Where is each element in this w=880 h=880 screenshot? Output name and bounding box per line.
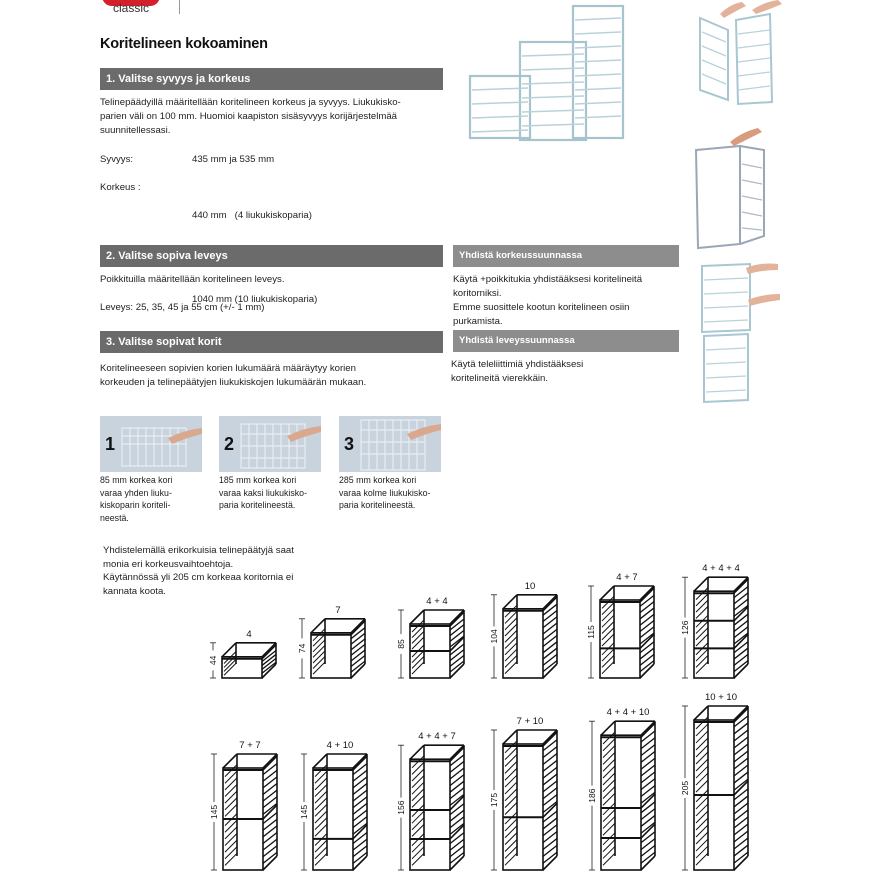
slide-rail [602, 649, 614, 661]
slide-rail [450, 846, 464, 857]
slide-rail [225, 778, 237, 790]
slide-rail [641, 772, 655, 783]
rack-height-label: 104 [489, 629, 499, 644]
slide-rail [225, 785, 237, 797]
slide-rail [543, 781, 557, 792]
slide-rail [543, 774, 557, 785]
slide-rail [450, 810, 464, 821]
slide-rail [263, 813, 277, 824]
section2-line1: Poikkituilla määritellään koritelineen leveys. [100, 274, 285, 285]
slide-rail [641, 809, 655, 820]
slide-rail [450, 625, 464, 636]
slide-rail [505, 768, 517, 780]
slide-rail [505, 802, 517, 814]
slide-rail [353, 810, 367, 821]
rack-combo-label: 7 + 7 [239, 740, 261, 751]
slide-rail [315, 804, 327, 816]
slide-rail [602, 662, 614, 674]
slide-rail [263, 777, 277, 788]
slide-rail [603, 766, 615, 778]
slide-rail [505, 775, 517, 787]
slide-rail [602, 603, 614, 615]
slide-rail [543, 629, 557, 640]
basket-number: 2 [224, 434, 235, 454]
slide-rail [603, 810, 615, 822]
slide-rail [696, 832, 708, 844]
slide-rail [351, 650, 365, 661]
slide-rail [734, 593, 748, 604]
slide-rail [505, 748, 517, 760]
slide-rail [641, 758, 655, 769]
slide-rail [505, 796, 517, 808]
slide-rail [696, 780, 708, 792]
slide-rail [696, 731, 708, 743]
slide-rail [412, 631, 424, 643]
slide-rail [696, 773, 708, 785]
slide-rail [602, 609, 614, 621]
rack-combo-label: 7 [335, 604, 341, 616]
slide-rail [543, 654, 557, 665]
rack-height-label: 175 [489, 792, 499, 808]
rack-height-label: 156 [396, 800, 406, 815]
slide-rail [543, 767, 557, 778]
slide-rail [603, 739, 615, 751]
slide-rail [543, 642, 557, 653]
slide-rail [641, 738, 655, 749]
slide-rail [696, 759, 708, 771]
slide-rail [353, 784, 367, 795]
rack-height-label: 145 [299, 804, 309, 820]
rack-combo-label: 10 [524, 580, 536, 592]
slide-rail [315, 824, 327, 836]
slide-rail [412, 840, 424, 852]
slide-rail [734, 654, 748, 665]
slide-rail [353, 803, 367, 814]
rack-tower [410, 745, 464, 870]
rack-tower [601, 721, 655, 870]
slide-rail [734, 648, 748, 659]
slide-rail [412, 762, 424, 774]
slide-rail [696, 797, 708, 809]
slide-rail [543, 788, 557, 799]
rack-combo-label: 4 + 7 [616, 572, 638, 583]
slide-rail [315, 778, 327, 790]
slide-rail [603, 780, 615, 792]
slide-rail [602, 621, 614, 633]
slide-rail [505, 649, 517, 661]
slide-rail [603, 840, 615, 852]
slide-rail [603, 759, 615, 771]
slide-rail [412, 818, 424, 830]
slide-rail [225, 791, 237, 803]
slide-rail [315, 811, 327, 823]
section3-heading: 3. Valitse sopivat korit [100, 331, 443, 353]
slide-rail [696, 628, 708, 640]
slide-rail [263, 790, 277, 801]
brand-subtitle: classic [113, 1, 150, 15]
slide-rail [263, 826, 277, 837]
basket-caption: 285 mm korkea kori varaa kolme liukukisko- paria koritelineestä. [339, 475, 431, 510]
slide-rail [505, 761, 517, 773]
slide-rail [696, 752, 708, 764]
slide-rail [696, 818, 708, 830]
slide-rail [640, 620, 654, 631]
rack-tower [313, 754, 367, 870]
rack-combo-label: 4 [246, 628, 252, 640]
slide-rail [505, 853, 517, 865]
slide-rail [696, 825, 708, 837]
slide-rail [412, 776, 424, 788]
slide-rail [263, 770, 277, 781]
slide-rail [696, 724, 708, 736]
slide-rail [450, 833, 464, 844]
slide-rail [315, 818, 327, 830]
slide-rail [315, 791, 327, 803]
slide-rail [641, 815, 655, 826]
slide-rail [640, 648, 654, 659]
slide-rail [225, 798, 237, 810]
slide-rail [641, 839, 655, 850]
slide-rail [351, 639, 365, 650]
slide-rail [543, 832, 557, 843]
slide-rail [603, 823, 615, 835]
slide-rail [505, 782, 517, 794]
slide-rail [603, 793, 615, 805]
slide-rail [505, 755, 517, 767]
slide-rail [412, 626, 424, 638]
slide-rail [505, 637, 517, 649]
basket-caption: 185 mm korkea kori varaa kaksi liukukisko- paria koritelineestä. [219, 475, 307, 510]
slide-rail [641, 779, 655, 790]
section1-heading: 1. Valitse syvyys ja korkeus [100, 68, 443, 90]
rack-combo-label: 4 + 4 [426, 596, 448, 607]
rack-tower [410, 610, 464, 678]
slide-rail [696, 662, 708, 674]
basket-number: 1 [105, 434, 116, 454]
page-title: Koritelineen kokoaminen [100, 36, 268, 52]
slide-rail [505, 826, 517, 838]
slide-rail [505, 630, 517, 642]
slide-rail [351, 633, 365, 644]
slide-rail [543, 747, 557, 758]
slide-rail [734, 620, 748, 631]
height-values: 440 mm (4 liukukiskoparia) 1040 mm (10 liukukiskoparia) [192, 210, 318, 305]
slide-rail [412, 782, 424, 794]
rack-tower [694, 577, 748, 678]
slide-rail [225, 827, 237, 839]
slide-rail [353, 833, 367, 844]
slide-rail [543, 617, 557, 628]
rack-height-label: 44 [208, 655, 218, 666]
slide-rail [263, 784, 277, 795]
slide-rail [696, 600, 708, 612]
slide-rail [505, 611, 517, 623]
slide-rail [225, 834, 237, 846]
rack-combo-label: 10 + 10 [705, 692, 737, 703]
slide-rail [225, 804, 237, 816]
rack-combo-label: 4 + 4 + 10 [606, 707, 650, 719]
slide-rail [543, 795, 557, 806]
slide-rail [450, 839, 464, 850]
slide-rail [412, 769, 424, 781]
rack-tower [503, 595, 557, 678]
slide-rail [696, 745, 708, 757]
slide-rail [696, 655, 708, 667]
rack-tower [223, 754, 277, 870]
slide-rail [602, 615, 614, 627]
slide-rail [505, 819, 517, 831]
slide-rail [543, 648, 557, 659]
slide-rail [696, 594, 708, 606]
depth-label: Syvyys: [100, 154, 134, 165]
slide-rail [412, 847, 424, 859]
slide-rail [315, 785, 327, 797]
slide-rail [353, 770, 367, 781]
rack-height-label: 145 [209, 804, 219, 820]
slide-rail [505, 846, 517, 858]
depth-value: 435 mm ja 535 mm [192, 154, 275, 165]
slide-rail [353, 797, 367, 808]
slide-rail [412, 811, 424, 823]
horizontal-heading: Yhdistä leveyssuunnassa [453, 330, 679, 352]
slide-rail [641, 845, 655, 856]
slide-rail [315, 853, 327, 865]
slide-rail [412, 795, 424, 807]
slide-rail [313, 651, 325, 663]
slide-rail [603, 773, 615, 785]
slide-rail [412, 824, 424, 836]
slide-rail [641, 765, 655, 776]
slide-rail [263, 839, 277, 850]
rack-combo-label: 7 + 10 [516, 716, 544, 727]
slide-rail [450, 655, 464, 666]
slide-rail [543, 610, 557, 621]
slide-rail [353, 846, 367, 857]
slide-rail [641, 832, 655, 843]
slide-rail [696, 846, 708, 858]
slide-rail [505, 618, 517, 630]
height-label: Korkeus : [100, 182, 141, 193]
basket-number: 3 [344, 434, 355, 454]
slide-rail [696, 804, 708, 816]
slide-rail [412, 789, 424, 801]
slide-rail [603, 786, 615, 798]
rack-height-label: 126 [680, 620, 690, 635]
slide-rail [640, 654, 654, 665]
section2-line2: Leveys: 25, 35, 45 ja 55 cm (+/- 1 mm) [100, 302, 265, 313]
slide-rail [315, 798, 327, 810]
slide-rail [450, 781, 464, 792]
rack-tower [600, 586, 654, 678]
slide-rail [640, 602, 654, 613]
section1-intro: Telinepäädyillä määritellään koritelineen korkeus ja syvyys. Liukukisko- parien väli on 100 mm. Huomioi kaapiston sisäsyvyys korijärjestelmää suunnitellessasi. [100, 97, 401, 136]
rack-combo-label: 4 + 4 + 4 [702, 563, 740, 575]
vertical-heading: Yhdistä korkeussuunnassa [453, 245, 679, 267]
slide-rail [263, 819, 277, 830]
slide-rail [412, 656, 424, 668]
slide-rail [696, 811, 708, 823]
slide-rail [450, 775, 464, 786]
slide-rail [696, 853, 708, 865]
slide-rail [543, 760, 557, 771]
slide-rail [315, 771, 327, 783]
rack-tower [503, 730, 557, 870]
slide-rail [313, 645, 325, 657]
slide-rail [603, 846, 615, 858]
rack-height-label: 85 [396, 639, 406, 649]
slide-rail [641, 802, 655, 813]
rack-tower [311, 619, 365, 678]
section2-heading: 2. Valitse sopiva leveys [100, 245, 443, 267]
slide-rail [412, 651, 424, 663]
slide-rail [505, 833, 517, 845]
slide-rail [315, 847, 327, 859]
section3-text: Koritelineeseen sopivien korien lukumäärä määräytyy korien korkeuden ja telinepäätyjen liukukiskojen lukumäärän mukaan. [100, 363, 367, 388]
rack-combo-label: 4 + 10 [326, 740, 354, 751]
slide-rail [263, 833, 277, 844]
basket-caption: 85 mm korkea kori varaa yhden liuku- kiskoparin koriteli- neestä. [100, 475, 173, 523]
slide-rail [602, 655, 614, 667]
rack-height-label: 186 [587, 788, 597, 803]
rack-height-label: 115 [586, 625, 596, 639]
slide-rail [351, 656, 365, 667]
slide-rail [505, 643, 517, 655]
slide-rail [603, 853, 615, 865]
slide-rail [450, 761, 464, 772]
slide-rail [543, 636, 557, 647]
vertical-text: Käytä +poikkitukia yhdistääksesi koritelineitä koritorniksi. Emme suosittele kootun koritelineen osiin purkamista. [453, 274, 643, 327]
slide-rail [351, 644, 365, 655]
slide-rail [543, 818, 557, 829]
slide-rail [225, 820, 237, 832]
slide-rail [640, 608, 654, 619]
slide-rail [412, 853, 424, 865]
slide-rail [450, 804, 464, 815]
slide-rail [450, 650, 464, 661]
slide-rail [641, 785, 655, 796]
slide-rail [412, 662, 424, 674]
slide-rail [543, 825, 557, 836]
slide-rail [505, 624, 517, 636]
slide-rail [543, 845, 557, 856]
slide-rail [641, 745, 655, 756]
slide-rail [313, 657, 325, 669]
slide-rail [225, 771, 237, 783]
slide-rail [543, 811, 557, 822]
slide-rail [225, 840, 237, 852]
slide-rail [543, 838, 557, 849]
slide-rail [641, 751, 655, 762]
slide-rail [313, 662, 325, 674]
slide-rail [505, 839, 517, 851]
slide-rail [505, 662, 517, 674]
slide-rail [602, 628, 614, 640]
slide-rail [696, 766, 708, 778]
slide-rail [640, 614, 654, 625]
slide-rail [505, 789, 517, 801]
slide-rail [505, 655, 517, 667]
rack-height-label: 205 [680, 780, 690, 796]
slide-rail [450, 768, 464, 779]
rack-tower [222, 643, 276, 678]
slide-rail [696, 621, 708, 633]
horizontal-text: Käytä teleliittimiä yhdistääksesi koritelineitä vierekkäin. [451, 359, 584, 384]
slide-rail [603, 752, 615, 764]
rack-height-label: 74 [297, 643, 307, 654]
slide-rail [543, 754, 557, 765]
rack-combo-label: 4 + 4 + 7 [418, 731, 456, 743]
slide-rail [543, 623, 557, 634]
slide-rail [313, 634, 325, 646]
slide-rail [225, 847, 237, 859]
slide-rail [225, 853, 237, 865]
slide-rail [353, 777, 367, 788]
slide-rail [315, 840, 327, 852]
slide-rail [603, 816, 615, 828]
slide-rail [353, 790, 367, 801]
slide-rail [696, 738, 708, 750]
slide-rail [313, 640, 325, 652]
slide-rail [696, 839, 708, 851]
slide-rail [353, 839, 367, 850]
rack-tower [694, 706, 748, 870]
slide-rail [263, 846, 277, 857]
combine-text: Yhdistelemällä erikorkuisia telinepäätyjä saat monia eri korkeusvaihtoehtoja. Käytännössä yli 205 cm korkeaa koritornia ei kannata koota. [103, 545, 294, 597]
slide-rail [603, 746, 615, 758]
slide-rail [696, 649, 708, 661]
